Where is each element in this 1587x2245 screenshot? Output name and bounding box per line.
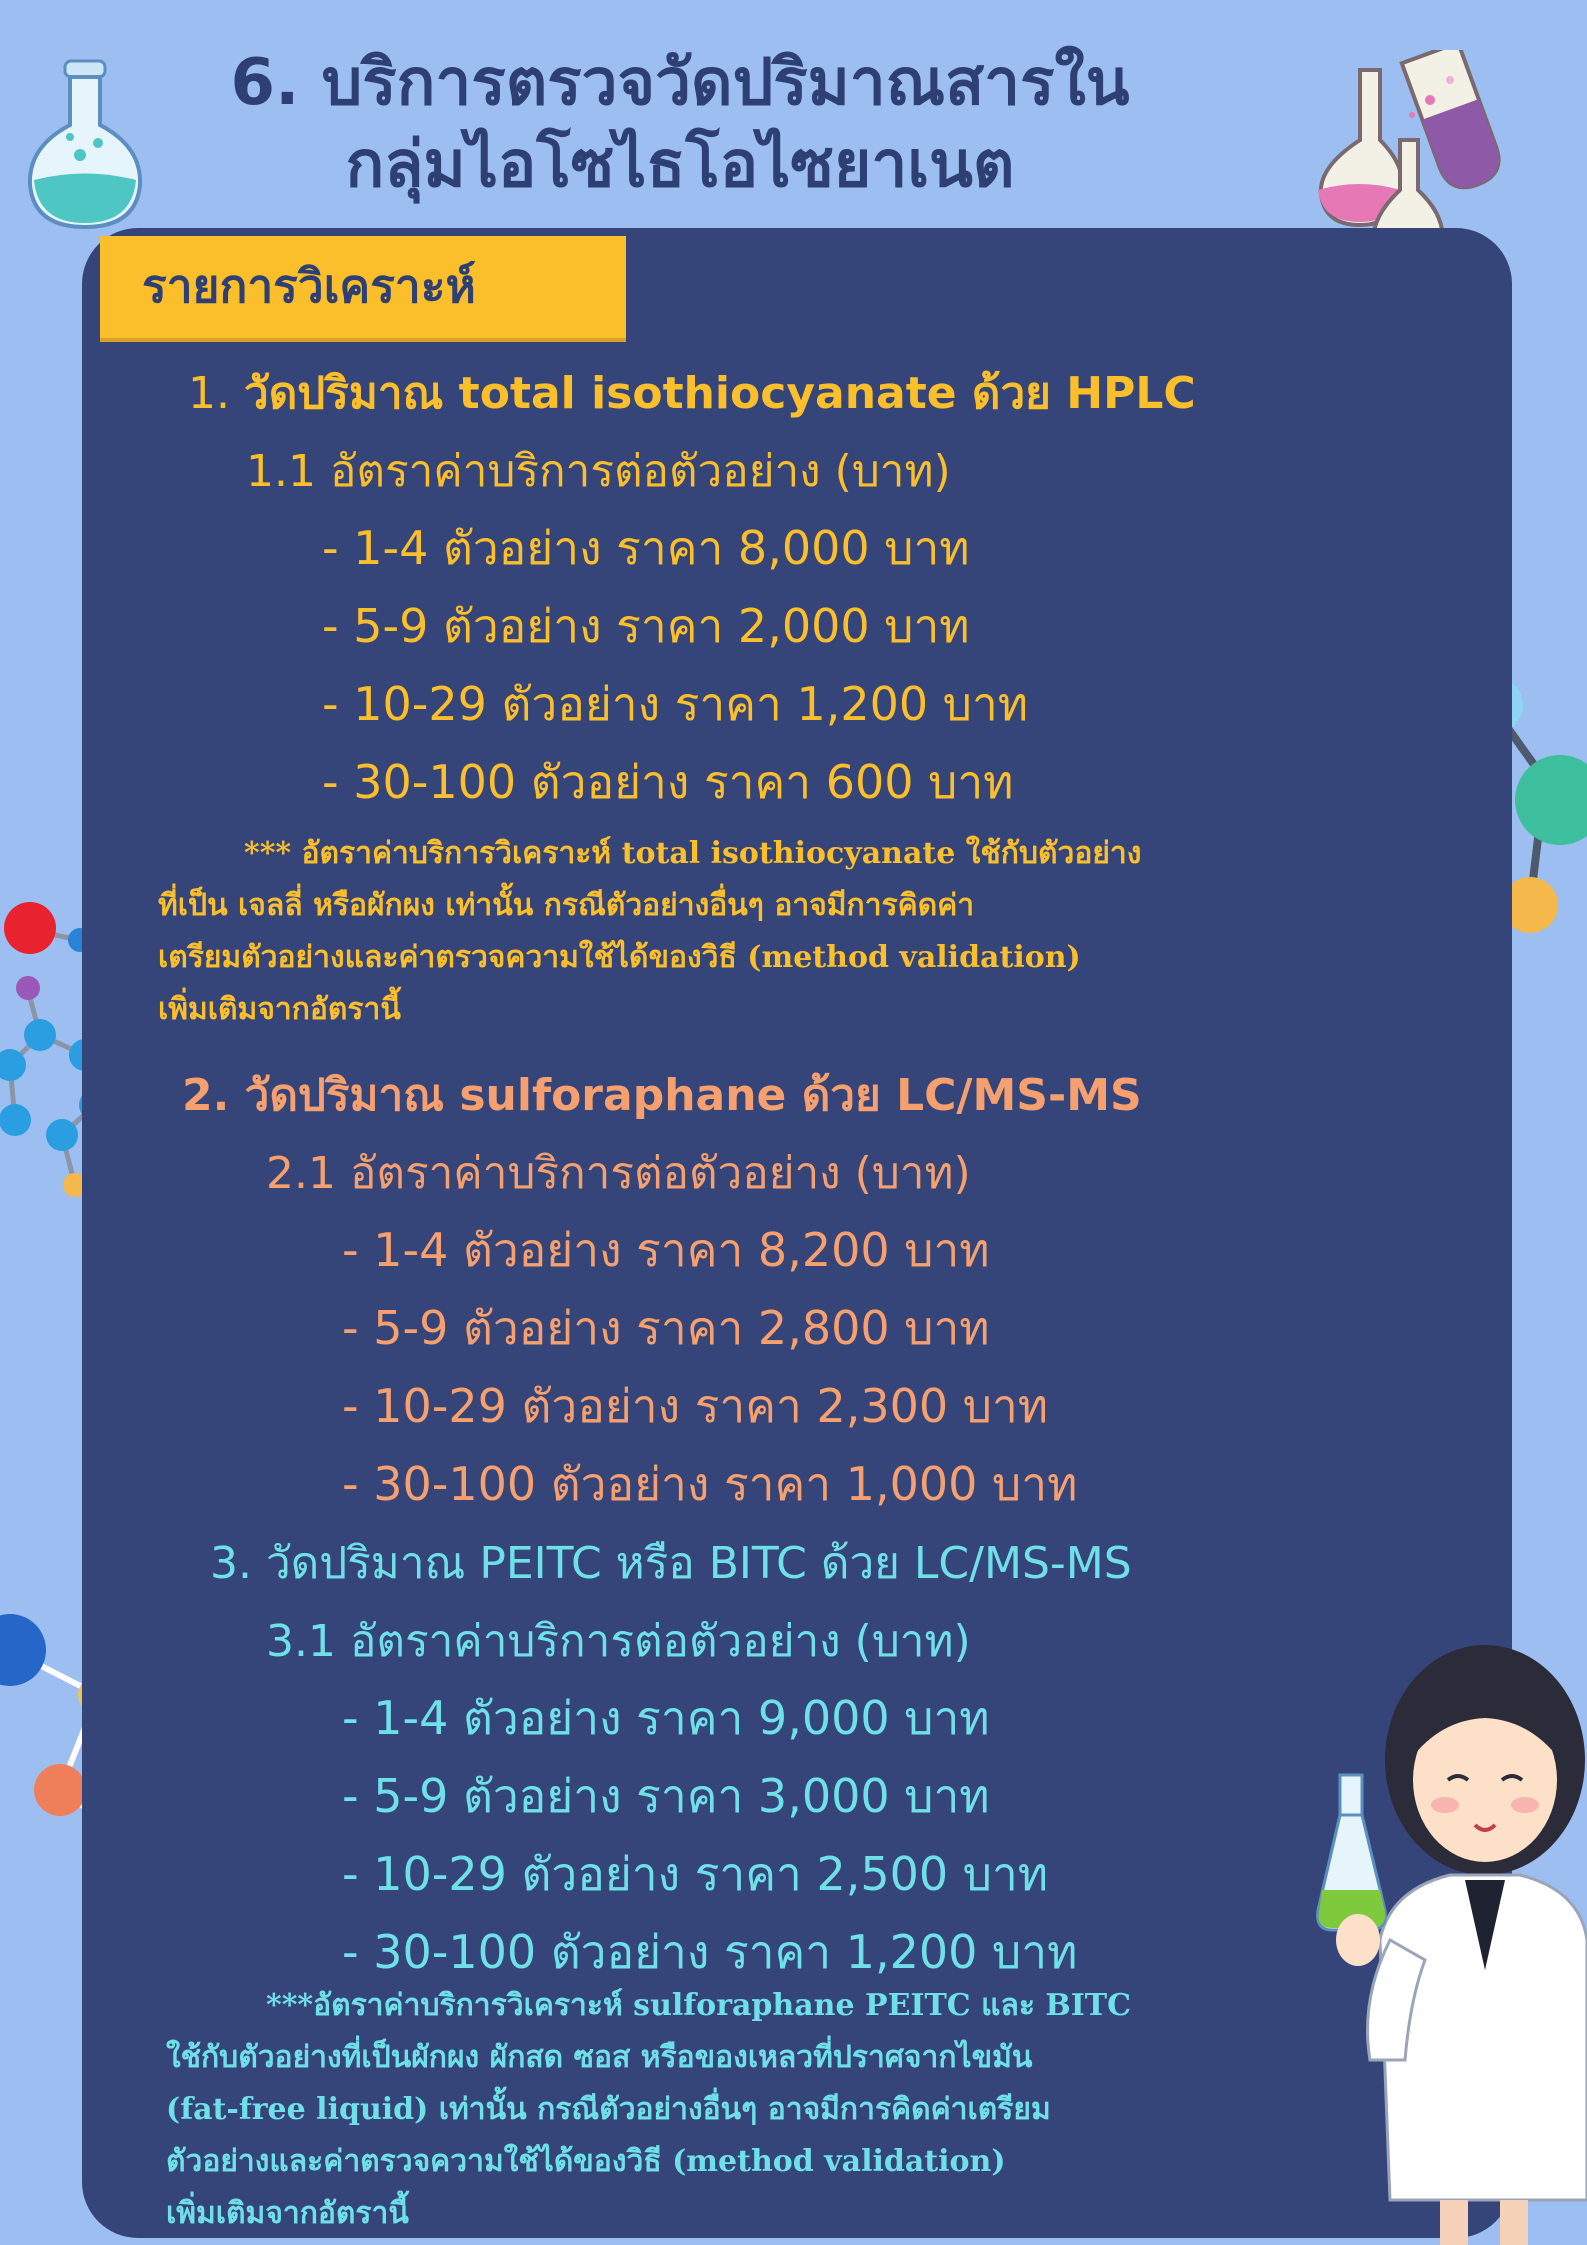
scientist-illustration [1310,1640,1587,2245]
note-line: เพิ่มเติมจากอัตรานี้ [166,2196,409,2231]
section-1-note [158,828,1458,1036]
section-2-subheading: 2.1 อัตราค่าบริการต่อตัวอย่าง (บาท) [266,1148,971,1199]
section-1-rate: - 10-29 ตัวอย่าง ราคา 1,200 บาท [322,677,1029,731]
section-1-title: วัดปริมาณ total isothiocyanate ด้วย HPLC [243,368,1196,419]
title-line-2: กลุ่มไอโซไธโอไซยาเนต [345,128,1015,202]
section-3-rate: - 30-100 ตัวอย่าง ราคา 1,200 บาท [342,1925,1078,1979]
section-1-number: 1. [188,368,230,419]
section-3-rate: - 1-4 ตัวอย่าง ราคา 9,000 บาท [342,1691,990,1745]
note-line: เพิ่มเติมจากอัตรานี้ [158,992,401,1027]
section-3-rate: - 5-9 ตัวอย่าง ราคา 3,000 บาท [342,1769,990,1823]
section-1-rate: - 1-4 ตัวอย่าง ราคา 8,000 บาท [322,521,970,575]
note-line: *** อัตราค่าบริการวิเคราะห์ total isothiocyanate ใช้กับตัวอย่าง [244,836,1142,871]
section-2-rate: - 1-4 ตัวอย่าง ราคา 8,200 บาท [342,1223,990,1277]
section-3-subheading: 3.1 อัตราค่าบริการต่อตัวอย่าง (บาท) [266,1616,971,1667]
section-1-heading [188,358,1196,428]
title-line-1: 6. บริการตรวจวัดปริมาณสารใน [230,46,1130,120]
section-2-rate: - 10-29 ตัวอย่าง ราคา 2,300 บาท [342,1379,1049,1433]
note-line: (fat-free liquid) เท่านั้น กรณีตัวอย่างอื่นๆ อาจมีการคิดค่าเตรียม [166,2092,1051,2127]
note-line: ที่เป็น เจลลี่ หรือผักผง เท่านั้น กรณีตัวอย่างอื่นๆ อาจมีการคิดค่า [158,888,975,923]
section-3-heading: 3. วัดปริมาณ PEITC หรือ BITC ด้วย LC/MS-MS [210,1538,1132,1589]
section-1-subheading: 1.1 อัตราค่าบริการต่อตัวอย่าง (บาท) [246,446,951,497]
section-1-rate: - 30-100 ตัวอย่าง ราคา 600 บาท [322,755,1014,809]
note-line: ***อัตราค่าบริการวิเคราะห์ sulforaphane PEITC และ BITC [266,1988,1131,2023]
note-line: เตรียมตัวอย่างและค่าตรวจความใช้ได้ของวิธี (method validation) [158,940,1081,975]
page-title [100,42,1260,206]
section-3-rate: - 10-29 ตัวอย่าง ราคา 2,500 บาท [342,1847,1049,1901]
section-1-rate: - 5-9 ตัวอย่าง ราคา 2,000 บาท [322,599,970,653]
note-line: ตัวอย่างและค่าตรวจความใช้ได้ของวิธี (method validation) [166,2144,1006,2179]
section-2-rate: - 5-9 ตัวอย่าง ราคา 2,800 บาท [342,1301,990,1355]
section-2-heading: 2. วัดปริมาณ sulforaphane ด้วย LC/MS-MS [182,1070,1142,1121]
section-3-note [166,1980,1466,2240]
note-line: ใช้กับตัวอย่างที่เป็นผักผง ผักสด ซอส หรือของเหลวที่ปราศจากไขมัน [166,2040,1033,2075]
section-2-rate: - 30-100 ตัวอย่าง ราคา 1,000 บาท [342,1457,1078,1511]
section-badge: รายการวิเคราะห์ [100,236,626,338]
